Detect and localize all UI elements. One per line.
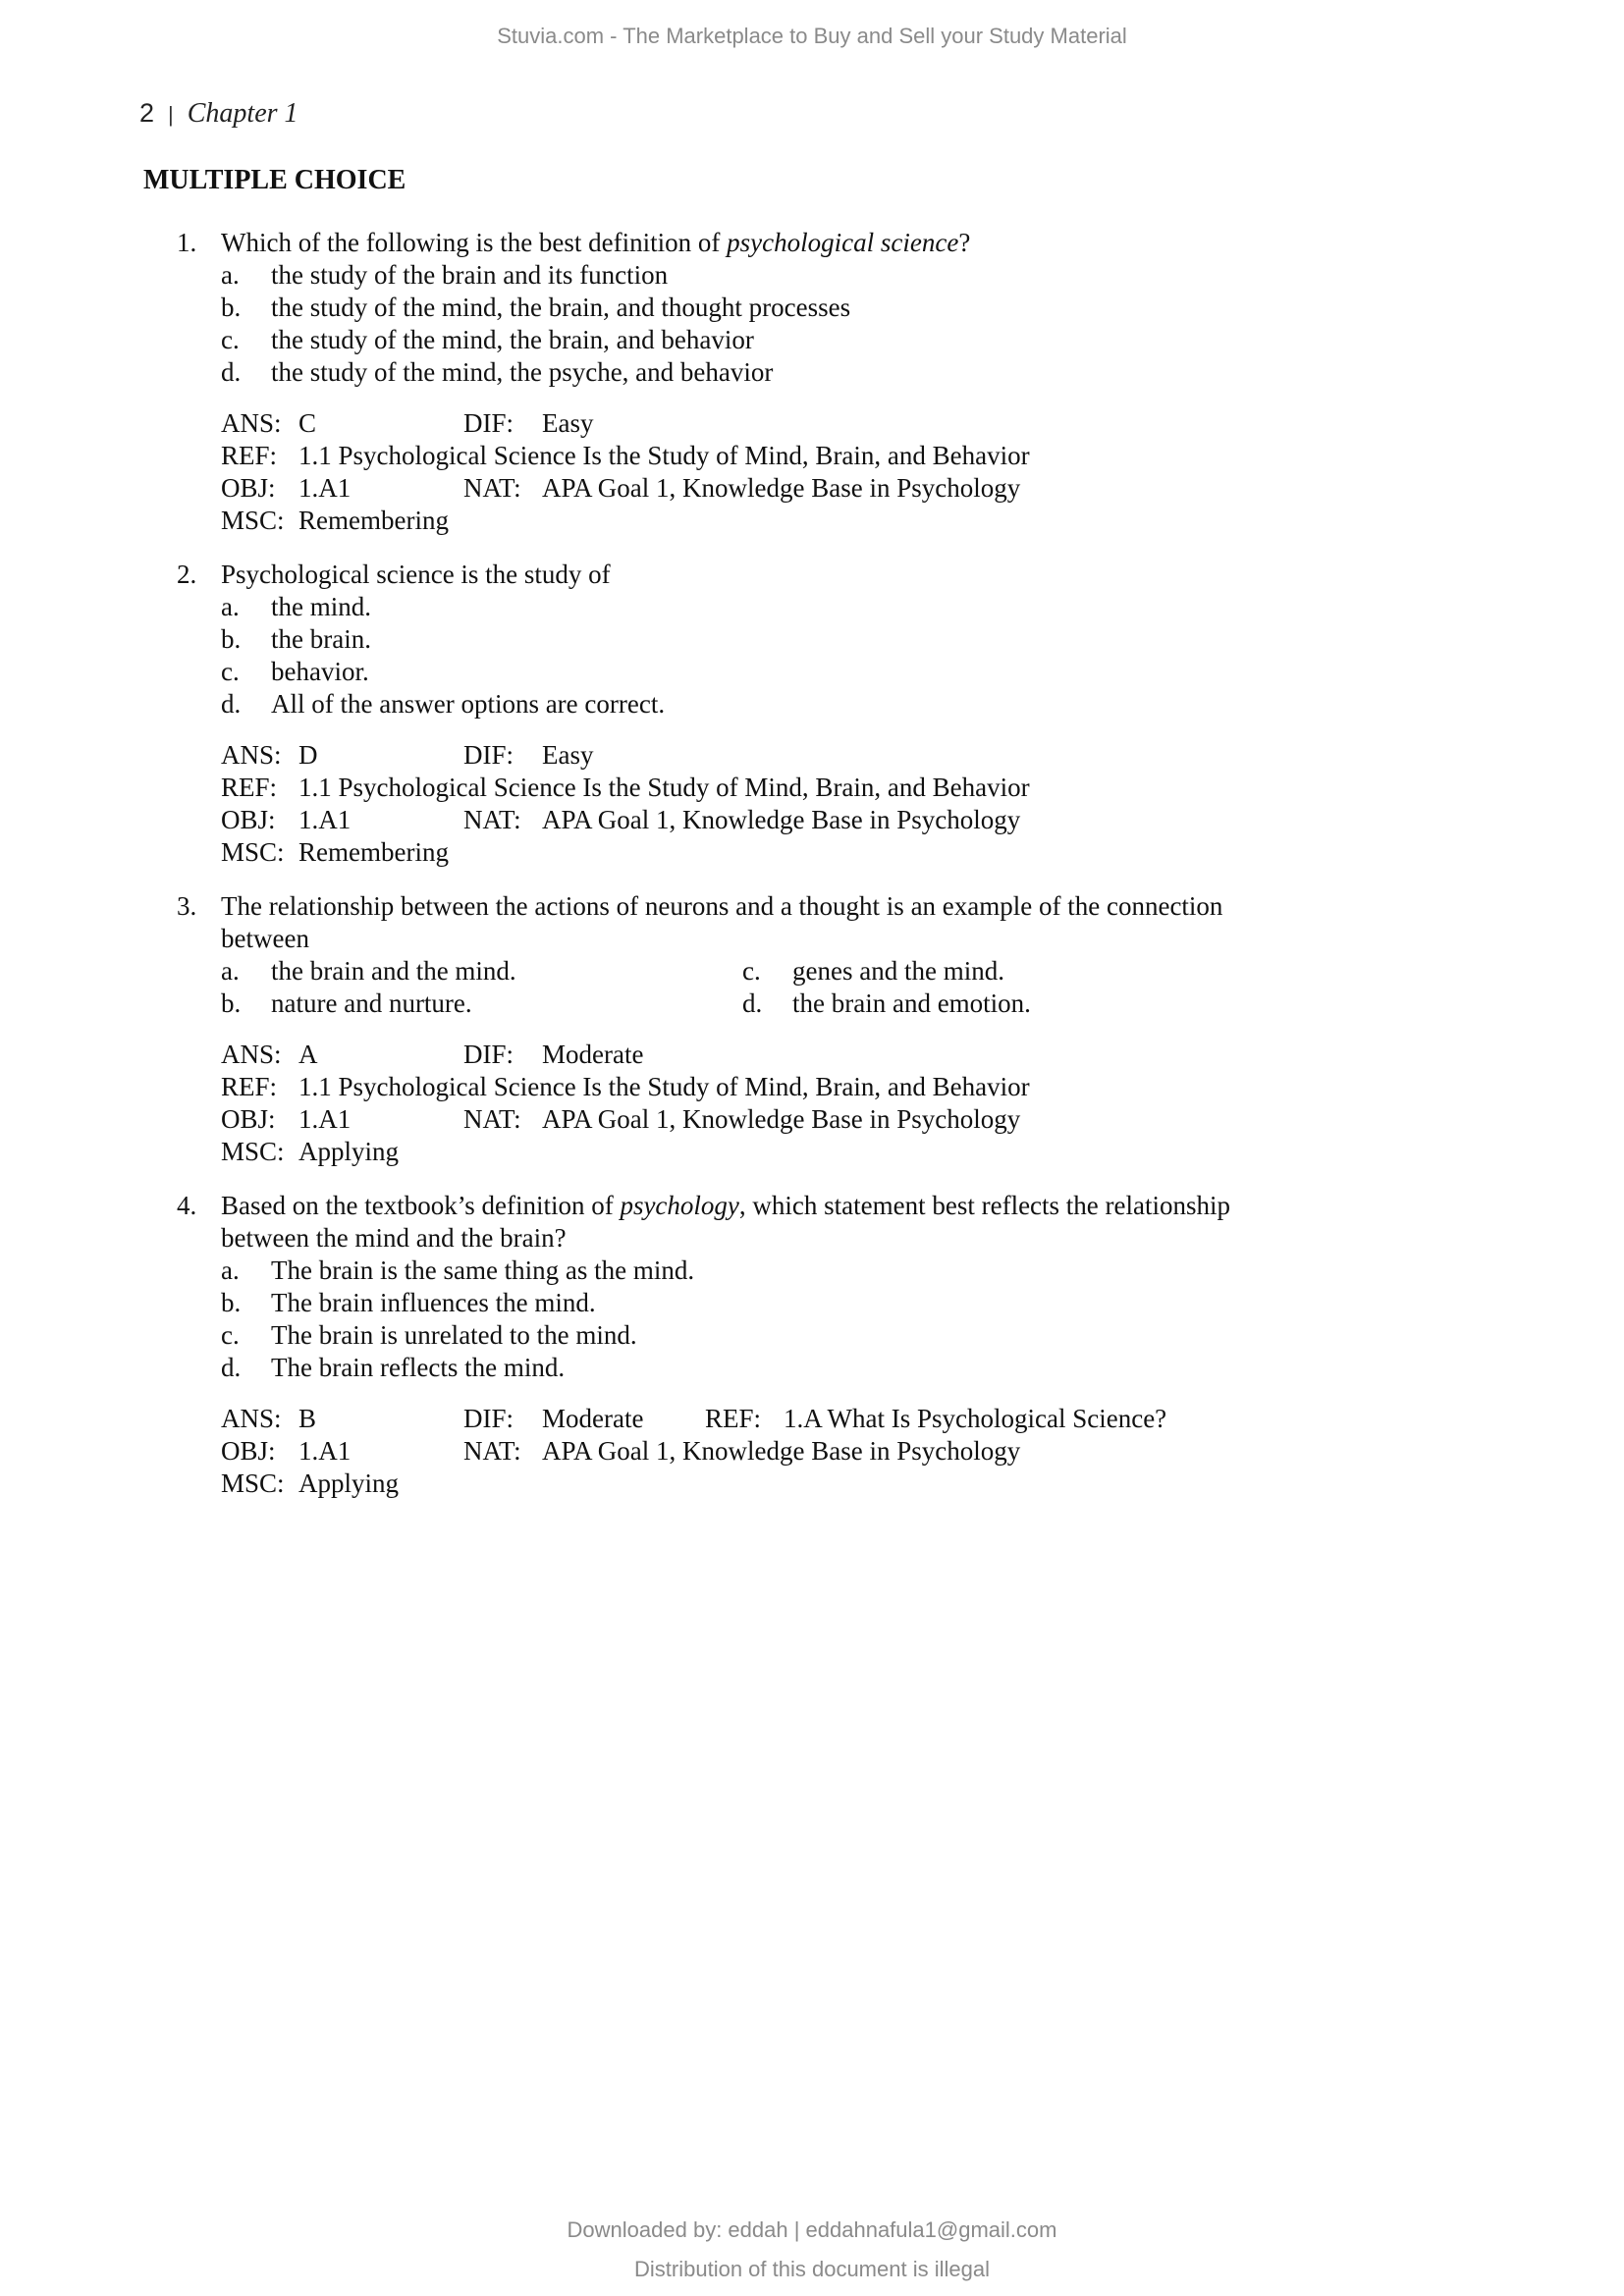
running-head-separator: | xyxy=(168,102,174,127)
running-head xyxy=(139,98,298,130)
option-letter: b. xyxy=(221,1288,242,1317)
obj-label: OBJ: xyxy=(221,805,276,834)
question-1 xyxy=(0,227,1624,537)
ans-value: D xyxy=(298,740,318,770)
option-letter: d. xyxy=(221,357,242,387)
msc-value: Remembering xyxy=(298,837,449,867)
dif-value: Easy xyxy=(542,408,594,438)
obj-value: 1.A1 xyxy=(298,1104,352,1134)
stem-italic-term: psychological science xyxy=(727,228,959,257)
option-b xyxy=(0,623,1624,656)
option-c xyxy=(742,955,1135,988)
option-letter: c. xyxy=(221,325,240,354)
ans-label: ANS: xyxy=(221,1040,282,1069)
option-text: The brain is the same thing as the mind. xyxy=(271,1255,695,1285)
nat-label: NAT: xyxy=(463,1436,521,1466)
nat-label: NAT: xyxy=(463,473,521,503)
distribution-notice: Distribution of this document is illegal xyxy=(634,2257,990,2281)
question-stem xyxy=(0,559,1281,591)
option-text: the brain and the mind. xyxy=(271,956,516,986)
question-stem xyxy=(0,890,1281,923)
question-stem-continued xyxy=(0,1222,1281,1255)
dif-value: Moderate xyxy=(542,1404,644,1433)
option-d xyxy=(742,988,1135,1020)
option-text: The brain influences the mind. xyxy=(271,1288,596,1317)
option-letter: b. xyxy=(221,988,242,1018)
nat-value: APA Goal 1, Knowledge Base in Psychology xyxy=(542,805,1021,834)
question-number: 4. xyxy=(177,1191,197,1220)
obj-label: OBJ: xyxy=(221,1436,276,1466)
section-title: MULTIPLE CHOICE xyxy=(143,165,406,195)
ans-label: ANS: xyxy=(221,1404,282,1433)
option-b xyxy=(221,988,742,1020)
ans-value: B xyxy=(298,1404,317,1433)
ans-label: ANS: xyxy=(221,740,282,770)
option-letter: a. xyxy=(221,1255,240,1285)
ref-label: REF: xyxy=(221,773,278,802)
option-text: All of the answer options are correct. xyxy=(271,689,666,719)
answer-metadata xyxy=(0,1039,1624,1168)
option-c xyxy=(0,324,1624,356)
option-b xyxy=(0,1287,1624,1319)
ref-value: 1.1 Psychological Science Is the Study of Mind, Brain, and Behavior xyxy=(298,773,1030,802)
option-letter: a. xyxy=(221,260,240,290)
stem-italic-term: psychology xyxy=(620,1191,739,1220)
question-stem xyxy=(0,1190,1281,1222)
msc-label: MSC: xyxy=(221,837,285,867)
obj-label: OBJ: xyxy=(221,473,276,503)
option-text: The brain is unrelated to the mind. xyxy=(271,1320,637,1350)
nat-label: NAT: xyxy=(463,1104,521,1134)
answer-metadata xyxy=(0,739,1624,869)
option-letter: d. xyxy=(221,1353,242,1382)
dif-label: DIF: xyxy=(463,1040,514,1069)
question-4 xyxy=(0,1190,1624,1500)
question-2 xyxy=(0,559,1624,869)
stem-text: The relationship between the actions of neurons and a thought is an example of the connection xyxy=(221,891,1223,921)
nat-value: APA Goal 1, Knowledge Base in Psychology xyxy=(542,1104,1021,1134)
stem-text: , which statement best reflects the relationship xyxy=(738,1191,1230,1220)
dif-value: Moderate xyxy=(542,1040,644,1069)
obj-value: 1.A1 xyxy=(298,1436,352,1466)
dif-value: Easy xyxy=(542,740,594,770)
option-text: nature and nurture. xyxy=(271,988,472,1018)
download-watermark: Downloaded by: eddah | eddahnafula1@gmail.com xyxy=(567,2217,1057,2242)
option-text: the brain. xyxy=(271,624,371,654)
question-stem-continued xyxy=(0,923,1281,955)
msc-value: Remembering xyxy=(298,506,449,535)
option-letter: c. xyxy=(221,657,240,686)
nat-value: APA Goal 1, Knowledge Base in Psychology xyxy=(542,473,1021,503)
option-grid xyxy=(221,955,1624,1020)
dif-label: DIF: xyxy=(463,1404,514,1433)
stem-text: between the mind and the brain? xyxy=(221,1223,567,1253)
option-text: the mind. xyxy=(271,592,371,621)
answer-metadata xyxy=(0,1403,1624,1500)
msc-label: MSC: xyxy=(221,1468,285,1498)
option-text: The brain reflects the mind. xyxy=(271,1353,566,1382)
answer-metadata xyxy=(0,407,1624,537)
stem-text: Based on the textbook’s definition of xyxy=(221,1191,621,1220)
stem-text: Which of the following is the best definition of xyxy=(221,228,728,257)
msc-value: Applying xyxy=(298,1137,400,1166)
dif-label: DIF: xyxy=(463,740,514,770)
msc-label: MSC: xyxy=(221,506,285,535)
ref-value: 1.1 Psychological Science Is the Study of Mind, Brain, and Behavior xyxy=(298,1072,1030,1101)
option-text: the study of the mind, the brain, and behavior xyxy=(271,325,754,354)
obj-value: 1.A1 xyxy=(298,805,352,834)
question-list xyxy=(0,227,1624,1522)
ans-value: A xyxy=(298,1040,318,1069)
option-c xyxy=(0,656,1624,688)
option-letter: a. xyxy=(221,592,240,621)
ans-label: ANS: xyxy=(221,408,282,438)
ref-label: REF: xyxy=(221,1072,278,1101)
option-text: the study of the mind, the psyche, and behavior xyxy=(271,357,774,387)
option-b xyxy=(0,292,1624,324)
dif-label: DIF: xyxy=(463,408,514,438)
obj-label: OBJ: xyxy=(221,1104,276,1134)
nat-value: APA Goal 1, Knowledge Base in Psychology xyxy=(542,1436,1021,1466)
option-c xyxy=(0,1319,1624,1352)
option-d xyxy=(0,1352,1624,1384)
option-letter: a. xyxy=(221,956,240,986)
stem-text: ? xyxy=(958,228,971,257)
option-text: the study of the brain and its function xyxy=(271,260,669,290)
option-letter: b. xyxy=(221,624,242,654)
option-text: genes and the mind. xyxy=(792,956,1004,986)
ref-label: REF: xyxy=(705,1404,762,1433)
option-text: the study of the mind, the brain, and thought processes xyxy=(271,293,851,322)
question-3 xyxy=(0,890,1624,1168)
ans-value: C xyxy=(298,408,317,438)
msc-value: Applying xyxy=(298,1468,400,1498)
ref-value: 1.A What Is Psychological Science? xyxy=(784,1404,1167,1433)
nat-label: NAT: xyxy=(463,805,521,834)
option-letter: d. xyxy=(221,689,242,719)
option-d xyxy=(0,688,1624,721)
option-letter: c. xyxy=(742,956,761,986)
stem-text: between xyxy=(221,924,309,953)
question-number: 2. xyxy=(177,560,197,589)
msc-label: MSC: xyxy=(221,1137,285,1166)
obj-value: 1.A1 xyxy=(298,473,352,503)
option-a xyxy=(0,259,1624,292)
option-a xyxy=(0,591,1624,623)
question-number: 1. xyxy=(177,228,197,257)
option-letter: c. xyxy=(221,1320,240,1350)
ref-label: REF: xyxy=(221,441,278,470)
chapter-title: Chapter 1 xyxy=(187,98,298,129)
option-d xyxy=(0,356,1624,389)
option-text: the brain and emotion. xyxy=(792,988,1031,1018)
question-number: 3. xyxy=(177,891,197,921)
question-stem xyxy=(0,227,1281,259)
option-letter: b. xyxy=(221,293,242,322)
option-a xyxy=(0,1255,1624,1287)
stem-text: Psychological science is the study of xyxy=(221,560,611,589)
option-letter: d. xyxy=(742,988,763,1018)
stuvia-watermark-header: Stuvia.com - The Marketplace to Buy and Sell your Study Material xyxy=(497,24,1127,48)
option-text: behavior. xyxy=(271,657,369,686)
option-a xyxy=(221,955,742,988)
ref-value: 1.1 Psychological Science Is the Study of Mind, Brain, and Behavior xyxy=(298,441,1030,470)
page-number: 2 xyxy=(139,98,155,128)
